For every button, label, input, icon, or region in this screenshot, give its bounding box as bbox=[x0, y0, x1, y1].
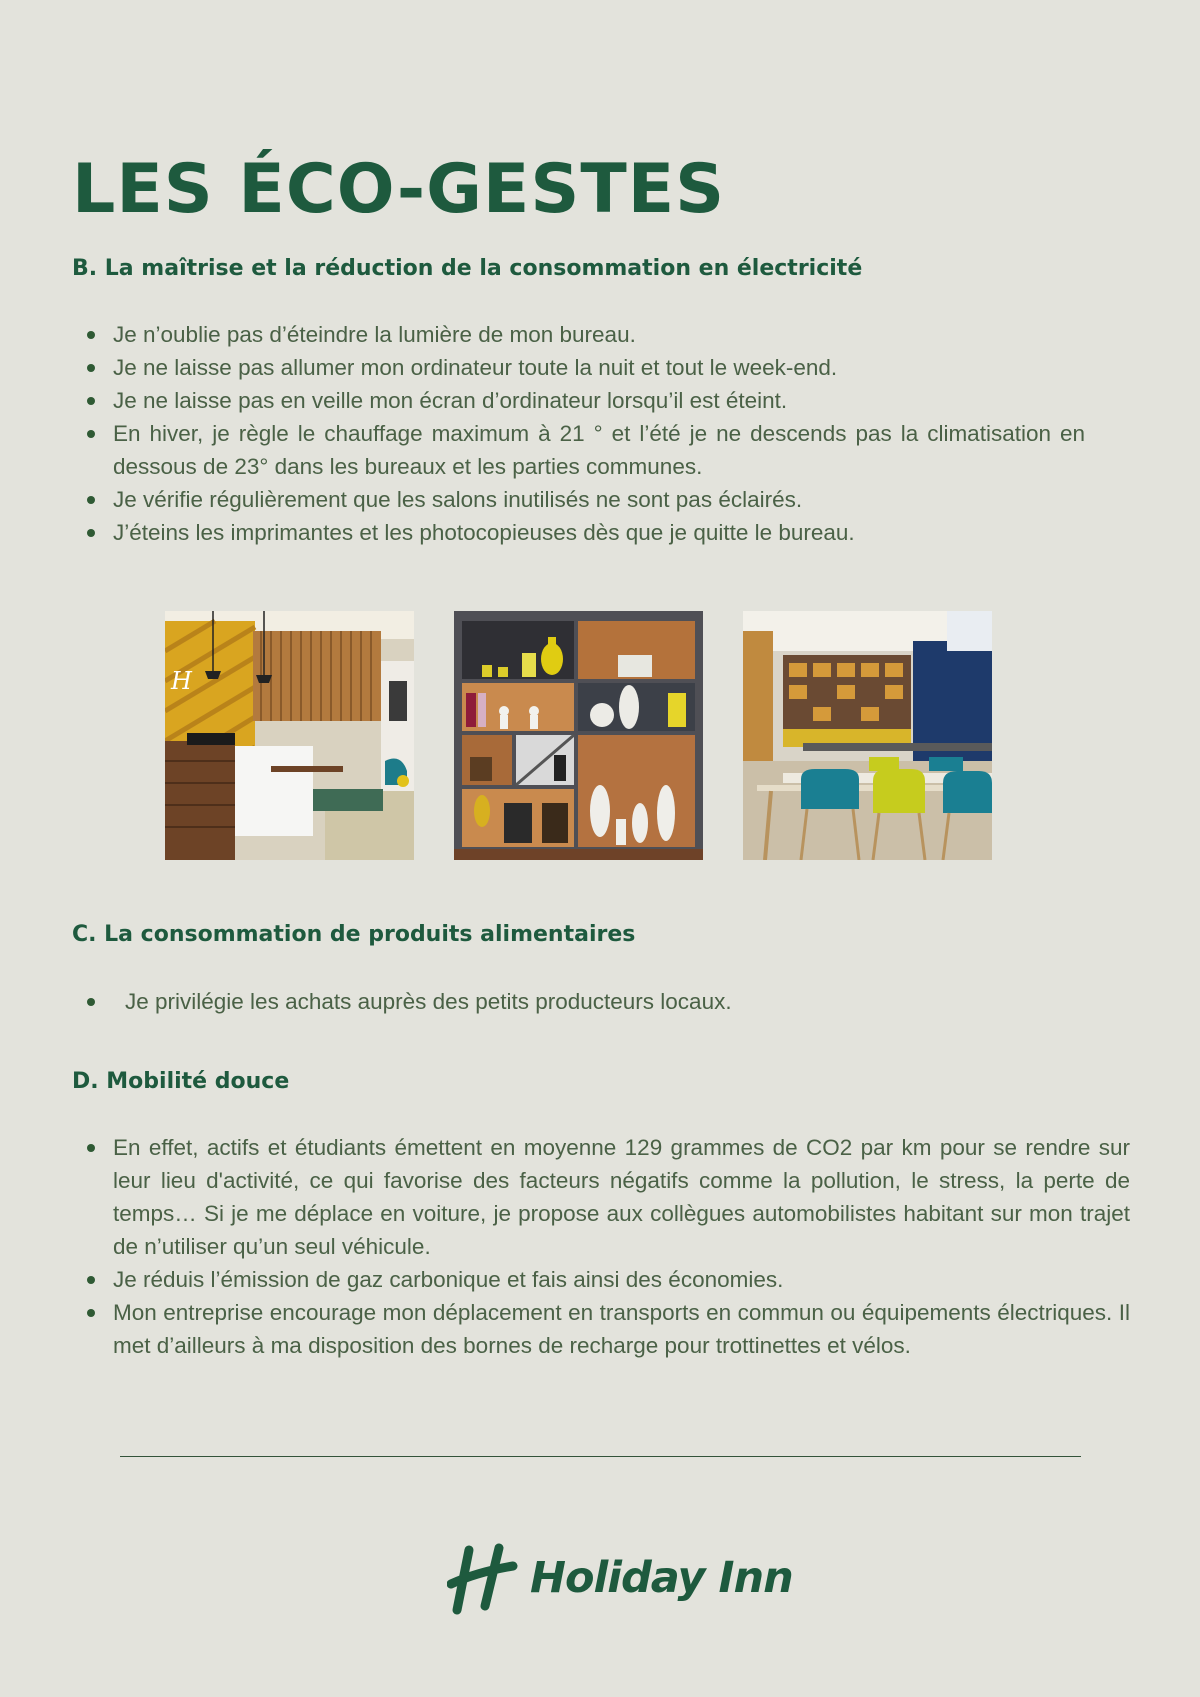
logo-wordmark: Holiday Inn bbox=[530, 1553, 793, 1603]
section-d-heading: D. Mobilité douce bbox=[72, 1069, 290, 1094]
section-c-heading: C. La consommation de produits alimentaires bbox=[72, 922, 636, 947]
holiday-inn-h-mark-icon bbox=[447, 1542, 519, 1617]
svg-text:H: H bbox=[171, 667, 192, 695]
list-item: En hiver, je règle le chauffage maximum à 21 ° et l’été je ne descends pas la climatisation en dessous de 23° dans les bureaux et les parties communes. bbox=[80, 417, 1085, 483]
list-item: Je réduis l’émission de gaz carbonique et fais ainsi des économies. bbox=[80, 1263, 1130, 1296]
section-b-list bbox=[80, 318, 1085, 549]
section-c-list bbox=[80, 985, 1085, 1018]
list-item: Je privilégie les achats auprès des petits producteurs locaux. bbox=[80, 985, 1085, 1018]
list-item: En effet, actifs et étudiants émettent en moyenne 129 grammes de CO2 par km pour se rendre sur leur lieu d'activité, ce qui favorise des facteurs négatifs comme la pollution, le stress, la perte de temps… Si je me déplace en voiture, je propose aux collègues automobilistes habitant sur mon trajet de n’utiliser qu’un seul véhicule. bbox=[80, 1131, 1130, 1263]
shelf-photo bbox=[454, 611, 703, 860]
section-d-list bbox=[80, 1131, 1130, 1362]
list-item: J’éteins les imprimantes et les photocopieuses dès que je quitte le bureau. bbox=[80, 516, 1085, 549]
list-item: Je ne laisse pas en veille mon écran d’ordinateur lorsqu’il est éteint. bbox=[80, 384, 1085, 417]
list-item: Je n’oublie pas d’éteindre la lumière de mon bureau. bbox=[80, 318, 1085, 351]
footer-divider bbox=[120, 1456, 1081, 1457]
list-item: Je vérifie régulièrement que les salons inutilisés ne sont pas éclairés. bbox=[80, 483, 1085, 516]
list-item: Mon entreprise encourage mon déplacement en transports en commun ou équipements électriques. Il met d’ailleurs à ma disposition des bornes de recharge pour trottinettes et vélos. bbox=[80, 1296, 1130, 1362]
holiday-inn-logo bbox=[447, 1542, 793, 1617]
list-item: Je ne laisse pas allumer mon ordinateur toute la nuit et tout le week-end. bbox=[80, 351, 1085, 384]
lounge-photo bbox=[743, 611, 992, 860]
reception-photo bbox=[165, 611, 414, 860]
page-title: LES ÉCO-GESTES bbox=[72, 150, 726, 229]
section-b-heading: B. La maîtrise et la réduction de la consommation en électricité bbox=[72, 256, 863, 281]
